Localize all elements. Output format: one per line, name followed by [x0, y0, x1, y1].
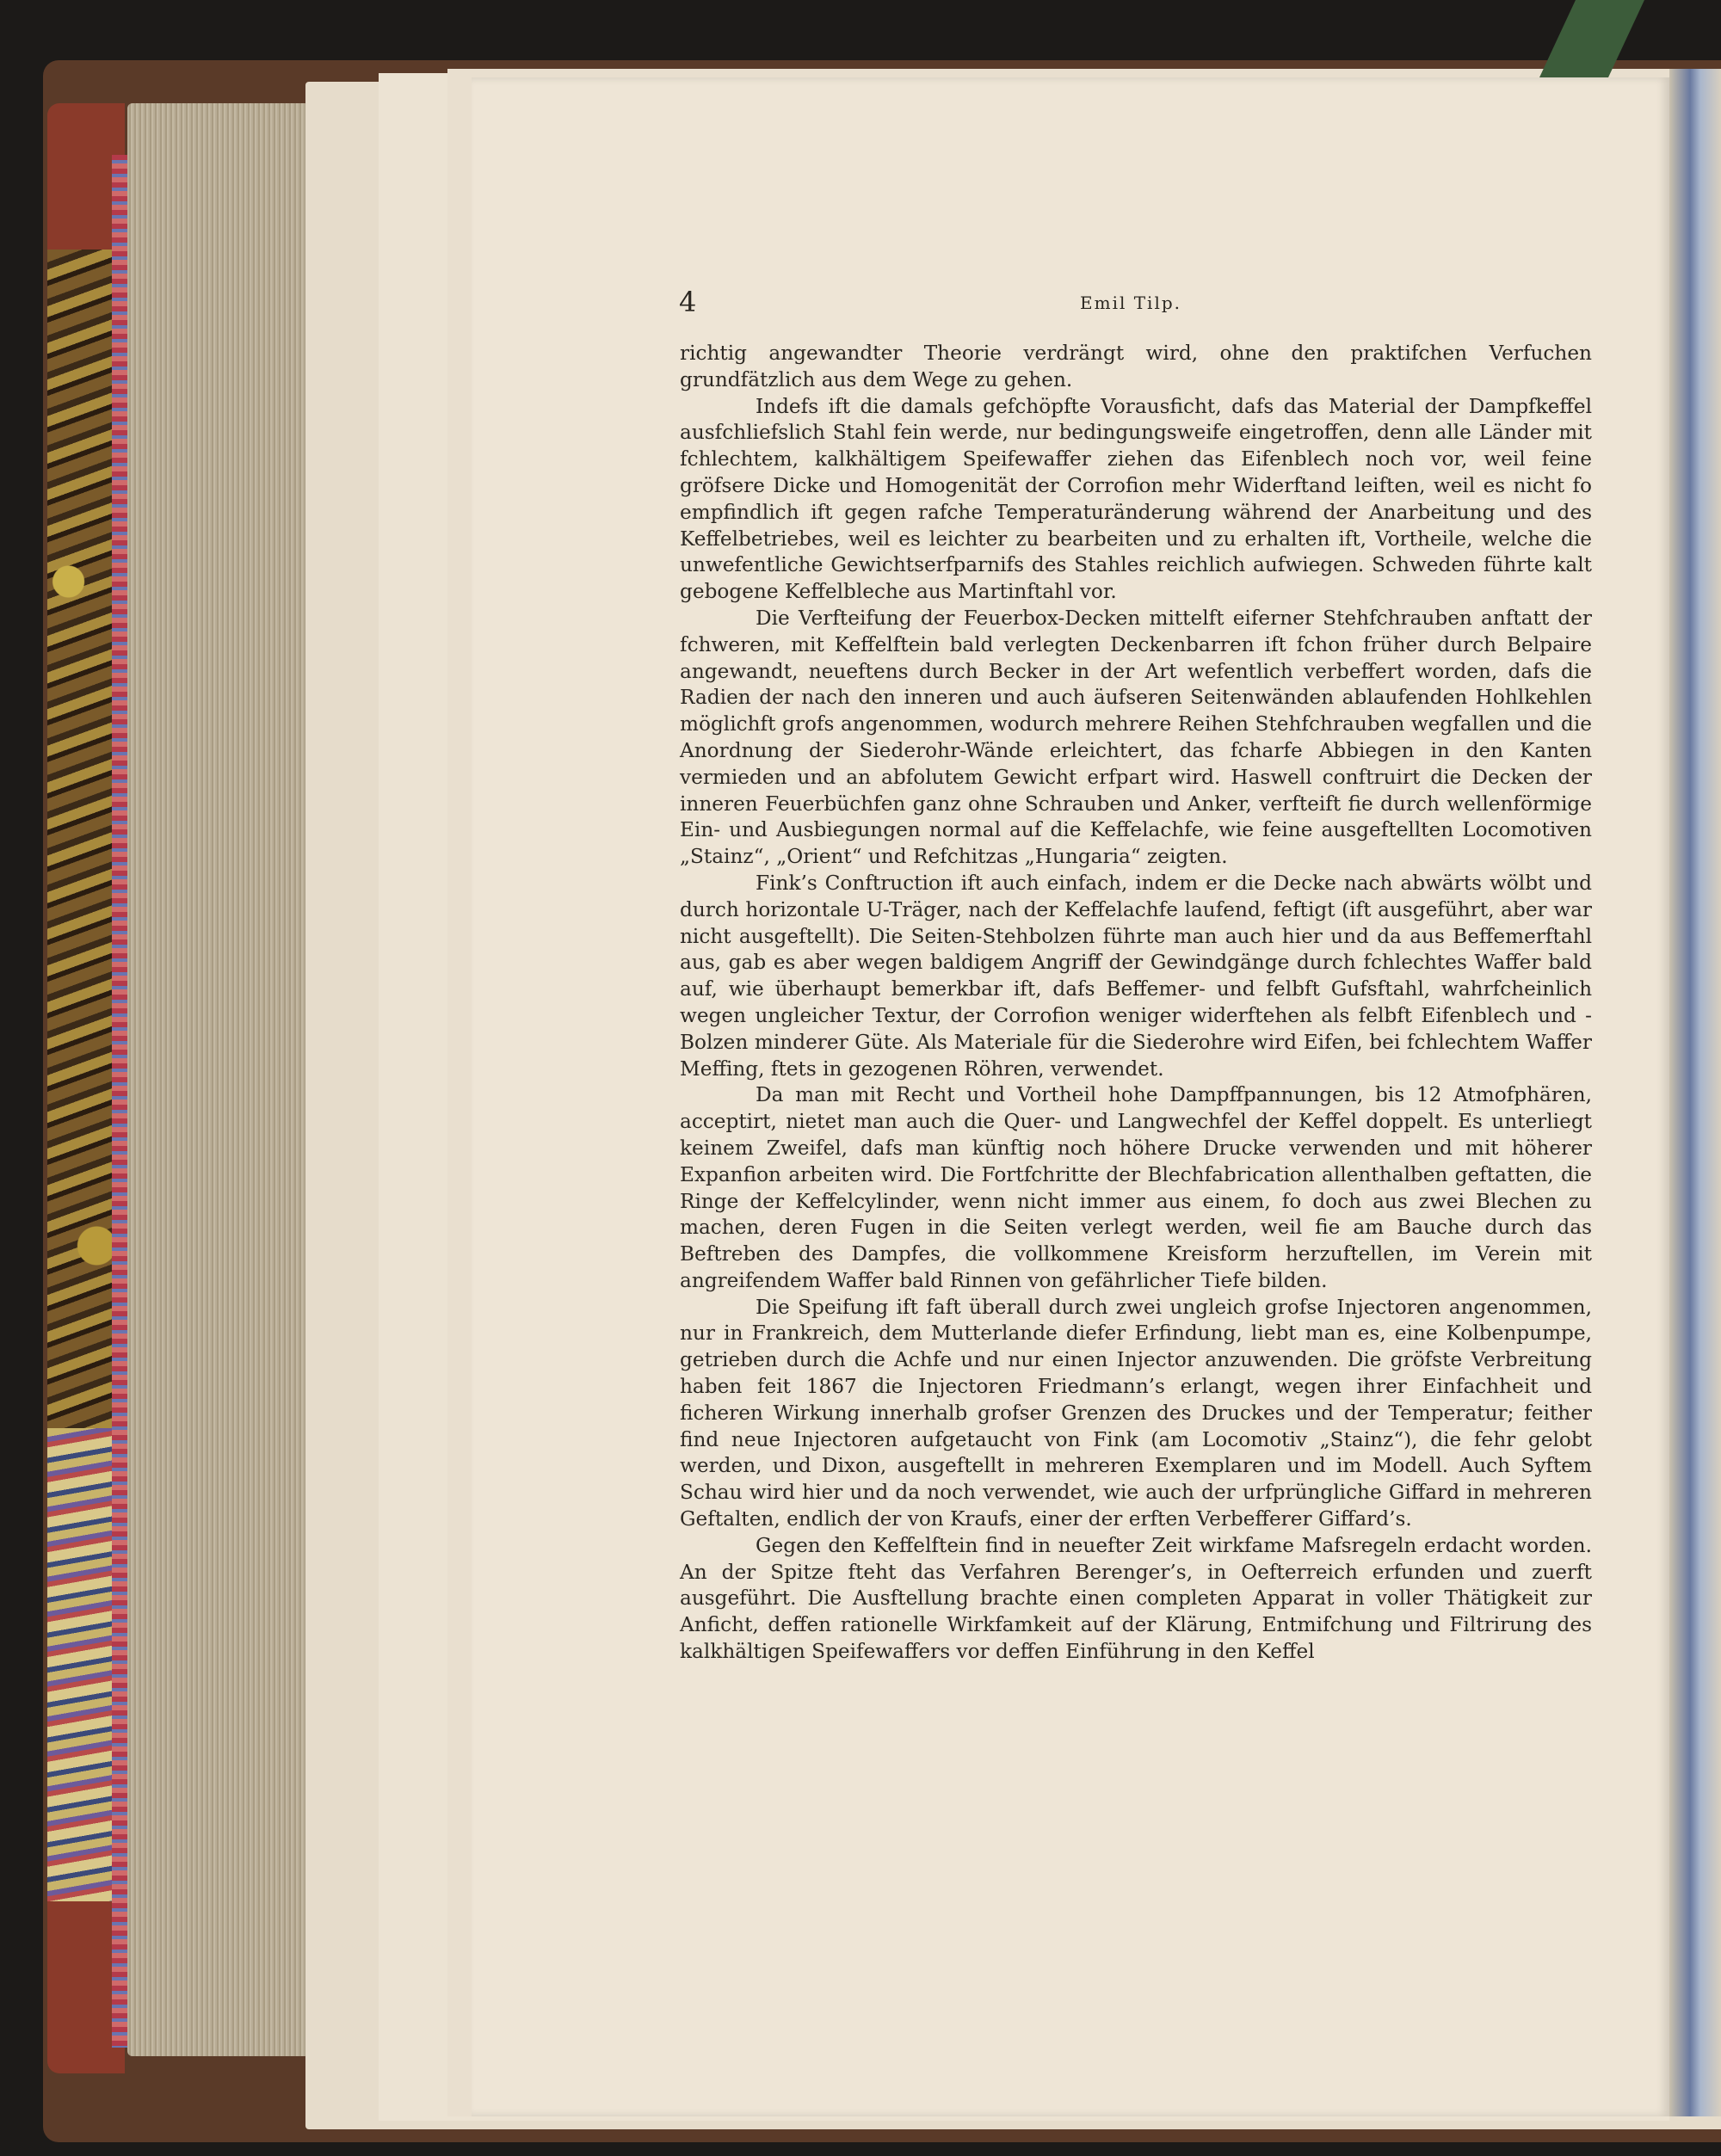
paragraph: Fink’s Conftruction ift auch einfach, indem er die Decke nach abwärts wölbt und durch horizontale U-Träger, nach der Keffelachfe laufend, feftigt (ift ausgeführt, aber war nicht ausgeftellt). Die Seiten-Stehbolzen führte man auch hier und da aus Beffemerftahl aus, gab es aber wegen baldigem Angriff der Gewindgänge durch fchlechtes Waffer bald auf, wie überhaupt bemerkbar ift, dafs Beffemer- und felbft Gufsftahl, wahrfcheinlich wegen ungleicher Textur, der Corrofion weniger widerftehen als felbft Eifenblech und - Bolzen minderer Güte. Als Materiale für die Siederohre wird Eifen, bei fchlechtem Waffer Meffing, ftets in gezogenen Röhren, verwendet.	[680, 871, 1592, 1081]
paragraph: richtig angewandter Theorie verdrängt wird, ohne den praktifchen Verfuchen grundfätzlich aus dem Wege zu gehen.	[680, 342, 1592, 391]
running-head: Emil Tilp.	[1080, 293, 1182, 313]
sprinkled-page-edge	[112, 155, 129, 2048]
facing-page-edge	[1669, 69, 1721, 2116]
marbled-endpaper-lower	[47, 1428, 118, 1910]
paragraph: Indefs ift die damals gefchöpfte Vorausficht, dafs das Material der Dampfkeffel ausfchliefslich Stahl fein werde, nur bedingungsweife eingetroffen, denn alle Länder mit fchlechtem, kalkhältigem Speifewaffer ziehen das Eifenblech noch vor, weil feine gröfsere Dicke und Homogenität der Corrofion mehr Widerftand leiften, weil es nicht fo empfindlich ift gegen rafche Temperaturänderung während der Anarbeitung und des Keffelbetriebes, weil es leichter zu bearbeiten und zu erhalten ift, Vortheile, welche die unwefentliche Gewichtserfparnifs des Stahles reichlich aufwiegen. Schweden führte kalt gebogene Keffelbleche aus Martinftahl vor.	[680, 394, 1592, 604]
paragraph: Die Verfteifung der Feuerbox-Decken mittelft eiferner Stehfchrauben anftatt der fchweren, mit Keffelftein bald verlegten Deckenbarren ift fchon früher durch Belpaire angewandt, neueftens durch Becker in der Art wefentlich verbeffert worden, dafs die Radien der nach den inneren und auch äufseren Seitenwänden ablaufenden Hohlkehlen möglichft grofs angenommen, wodurch mehrere Reihen Stehfchrauben wegfallen und die Anordnung der Siederohr-Wände erleichtert, das fcharfe Abbiegen in den Kanten vermieden und an abfolutem Gewicht erfpart wird. Haswell conftruirt die Decken der inneren Feuerbüchfen ganz ohne Schrauben und Anker, verfteift fie durch wellenförmige Ein- und Ausbiegungen normal auf die Keffelachfe, wie feine ausgeftellten Locomotiven „Stainz“, „Orient“ und Refchitzas „Hungaria“ zeigten.	[680, 606, 1592, 869]
paragraph: Gegen den Keffelftein find in neuefter Zeit wirkfame Mafsregeln erdacht worden. An der Spitze fteht das Verfahren Berenger’s, in Oefterreich erfunden und zuerft ausgeführt. Die Ausftellung brachte einen completen Apparat in voller Thätigkeit zur Anficht, deffen rationelle Wirkfamkeit auf der Klärung, Entmifchung und Filtrirung des kalkhältigen Speifewaffers vor deffen Einführung in den Keffel	[680, 1533, 1592, 1664]
paragraph: Da man mit Recht und Vortheil hohe Dampffpannungen, bis 12 Atmofphären, acceptirt, nietet man auch die Quer- und Langwechfel der Keffel doppelt. Es unterliegt keinem Zweifel, dafs man künftig noch höhere Drucke verwenden und mit höherer Expanfion arbeiten wird. Die Fortfchritte der Blechfabrication allenthalben geftatten, die Ringe der Keffelcylinder, wenn nicht immer aus einem, fo doch aus zwei Blechen zu machen, deren Fugen in die Seiten verlegt werden, weil fie am Bauche durch das Beftreben des Dampfes, die vollkommene Kreisform herzuftellen, im Verein mit angreifendem Waffer bald Rinnen von gefährlicher Tiefe bilden.	[680, 1083, 1592, 1292]
paragraph: Die Speifung ift faft überall durch zwei ungleich grofse Injectoren angenommen, nur in Frankreich, dem Mutterlande diefer Erfindung, liebt man es, eine Kolbenpumpe, getrieben durch die Achfe und nur einen Injector anzuwenden. Die gröfste Verbreitung haben feit 1867 die Injectoren Friedmann’s erlangt, wegen ihrer Einfachheit und ficheren Wirkung innerhalb grofser Grenzen des Druckes und der Temperatur; feither find neue Injectoren aufgetaucht von Fink (am Locomotiv „Stainz“), die fehr gelobt werden, und Dixon, ausgeftellt in mehreren Exemplaren und im Modell. Auch Syftem Schau wird hier und da noch verwendet, wie auch der urfprüngliche Giffard in mehreren Geftalten, endlich der von Kraufs, einer der erften Verbefferer Giffard’s.	[680, 1295, 1592, 1531]
page-number: 4	[679, 286, 697, 318]
body-text	[680, 341, 1592, 1666]
page-block-edge	[127, 103, 310, 2056]
